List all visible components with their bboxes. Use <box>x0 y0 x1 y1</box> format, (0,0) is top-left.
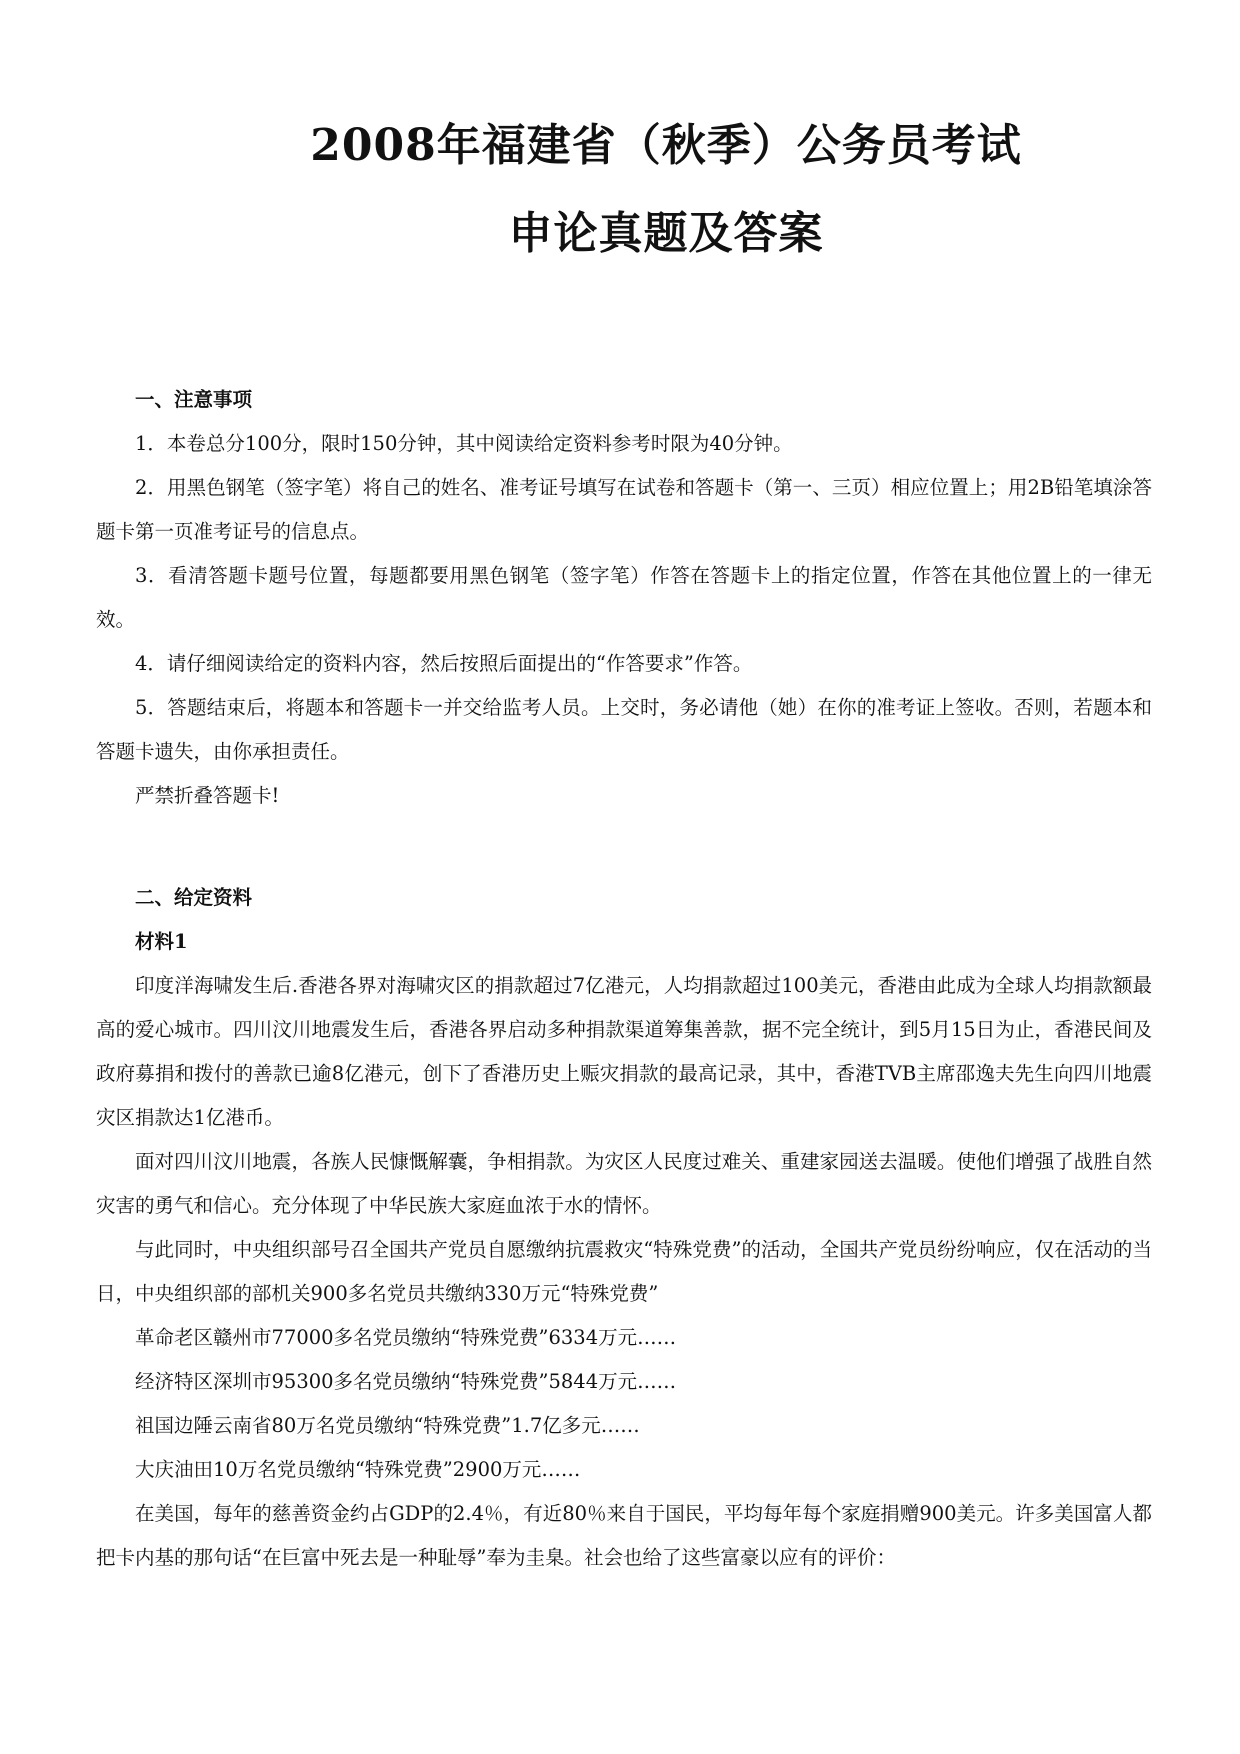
material-paragraph: 祖国边陲云南省80万名党员缴纳“特殊党费”1.7亿多元…… <box>135 1414 640 1437</box>
note-warning: 严禁折叠答题卡! <box>135 784 280 807</box>
note-item-3: 3．看清答题卡题号位置，每题都要用黑色钢笔（签字笔）作答在答题卡上的指定位置，作答在其他位置上的一律无效。 <box>96 564 1152 631</box>
material-paragraph: 在美国，每年的慈善资金约占GDP的2.4％，有近80％来自于国民，平均每年每个家庭捐赠900美元。许多美国富人都把卡内基的那句话“在巨富中死去是一种耻辱”奉为圭臬。社会也给了这些富豪以应有的评价： <box>96 1502 1152 1569</box>
material-paragraph: 印度洋海啸发生后.香港各界对海啸灾区的捐款超过7亿港元，人均捐款超过100美元，香港由此成为全球人均捐款额最高的爱心城市。四川汶川地震发生后，香港各界启动多种捐款渠道筹集善款，据不完全统计，到5月15日为止，香港民间及政府募捐和拨付的善款已逾8亿港元，创下了香港历史上赈灾捐款的最高记录，其中，香港TVB主席邵逸夫先生向四川地震灾区捐款达1亿港币。 <box>96 974 1152 1129</box>
note-item-4: 4．请仔细阅读给定的资料内容，然后按照后面提出的“作答要求”作答。 <box>135 652 753 675</box>
material-paragraph: 经济特区深圳市95300多名党员缴纳“特殊党费”5844万元…… <box>135 1370 677 1393</box>
note-item-5: 5．答题结束后，将题本和答题卡一并交给监考人员。上交时，务必请他（她）在你的准考证上签收。否则，若题本和答题卡遗失，由你承担责任。 <box>96 696 1152 763</box>
document-title-line-1: 2008年福建省（秋季）公务员考试 <box>310 120 1022 171</box>
materials-section <box>96 876 1152 1580</box>
material-paragraph: 与此同时，中央组织部号召全国共产党员自愿缴纳抗震救灾“特殊党费”的活动，全国共产党员纷纷响应，仅在活动的当日，中央组织部的部机关900多名党员共缴纳330万元“特殊党费” <box>96 1238 1152 1305</box>
note-item-2: 2．用黑色钢笔（签字笔）将自己的姓名、准考证号填写在试卷和答题卡（第一、三页）相应位置上；用2B铅笔填涂答题卡第一页准考证号的信息点。 <box>96 476 1152 543</box>
notes-section <box>96 378 1152 818</box>
material-paragraph: 面对四川汶川地震，各族人民慷慨解囊，争相捐款。为灾区人民度过难关、重建家园送去温暖。使他们增强了战胜自然灾害的勇气和信心。充分体现了中华民族大家庭血浓于水的情怀。 <box>96 1150 1152 1217</box>
material-paragraph: 大庆油田10万名党员缴纳“特殊党费”2900万元…… <box>135 1458 581 1481</box>
material-paragraph: 革命老区赣州市77000多名党员缴纳“特殊党费”6334万元…… <box>135 1326 677 1349</box>
note-item-1: 1．本卷总分100分，限时150分钟，其中阅读给定资料参考时限为40分钟。 <box>135 432 793 455</box>
material-1-title: 材料1 <box>135 930 188 953</box>
materials-heading: 二、给定资料 <box>135 886 253 909</box>
document-title-line-2: 申论真题及答案 <box>508 208 824 259</box>
notes-heading: 一、注意事项 <box>135 388 253 411</box>
